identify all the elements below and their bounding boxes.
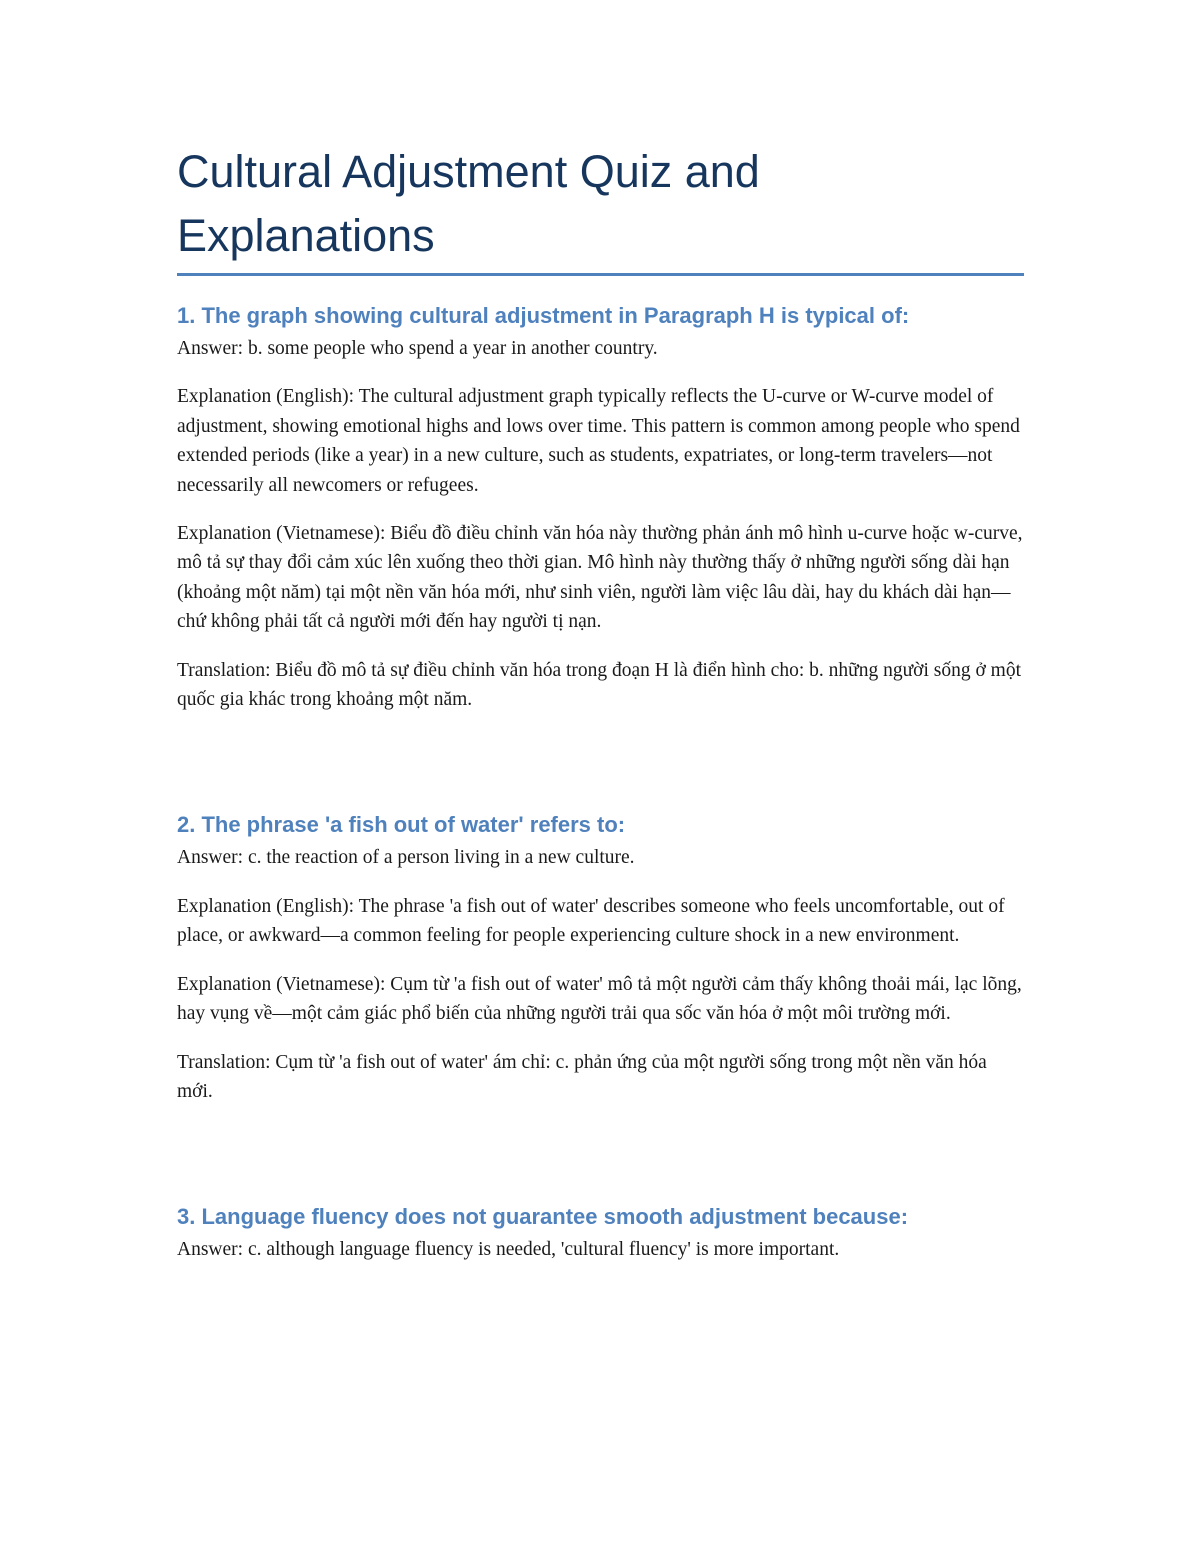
document-title: Cultural Adjustment Quiz and Explanations — [177, 146, 760, 261]
translation-text: Translation: Cụm từ 'a fish out of water' ám chỉ: c. phản ứng của một người sống trong một nền văn hóa mới. — [177, 1051, 987, 1102]
question-2 — [177, 810, 1027, 1106]
document-page — [177, 140, 1027, 1265]
explanation-vietnamese: Explanation (Vietnamese): Cụm từ 'a fish out of water' mô tả một người cảm thấy không thoải mái, lạc lõng, hay vụng về—một cảm giác phổ biến của những người trải qua sốc văn hóa ở một môi trường mới. — [177, 973, 1022, 1025]
translation-text: Translation: Biểu đồ mô tả sự điều chỉnh văn hóa trong đoạn H là điển hình cho: b. những người sống ở một quốc gia khác trong khoảng một năm. — [177, 659, 1021, 711]
explanation-english: Explanation (English): The phrase 'a fish out of water' describes someone who feels uncomfortable, out of place, or awkward—a common feeling for people experiencing culture shock in a new environment. — [177, 895, 1005, 947]
answer-text: Answer: c. the reaction of a person living in a new culture. — [177, 847, 635, 869]
title-underline — [177, 273, 1024, 276]
question-1 — [177, 301, 1027, 714]
answer-text: Answer: b. some people who spend a year in another country. — [177, 338, 658, 359]
question-3 — [177, 1202, 1027, 1264]
question-heading: 3. Language fluency does not guarantee smooth adjustment because: — [177, 1204, 909, 1230]
question-heading: 2. The phrase 'a fish out of water' refers to: — [177, 812, 626, 838]
question-heading: 1. The graph showing cultural adjustment in Paragraph H is typical of: — [177, 303, 910, 328]
explanation-vietnamese: Explanation (Vietnamese): Biểu đồ điều chỉnh văn hóa này thường phản ánh mô hình u-curve hoặc w-curve, mô tả sự thay đổi cảm xúc lên xuống theo thời gian. Mô hình này thường thấy ở những người sống dài hạn (khoảng một năm) tại một nền văn hóa mới, như sinh viên, người làm việc lâu dài, hay du khách dài hạn—chứ không phải tất cả người mới đến hay người tị nạn. — [177, 523, 1023, 633]
answer-text: Answer: c. although language fluency is needed, 'cultural fluency' is more important. — [177, 1239, 840, 1261]
explanation-english: Explanation (English): The cultural adjustment graph typically reflects the U-curve or W-curve model of adjustment, showing emotional highs and lows over time. This pattern is common among people who spend extended periods (like a year) in a new culture, such as students, expatriates, or long-term travelers—not necessarily all newcomers or refugees. — [177, 386, 1020, 496]
